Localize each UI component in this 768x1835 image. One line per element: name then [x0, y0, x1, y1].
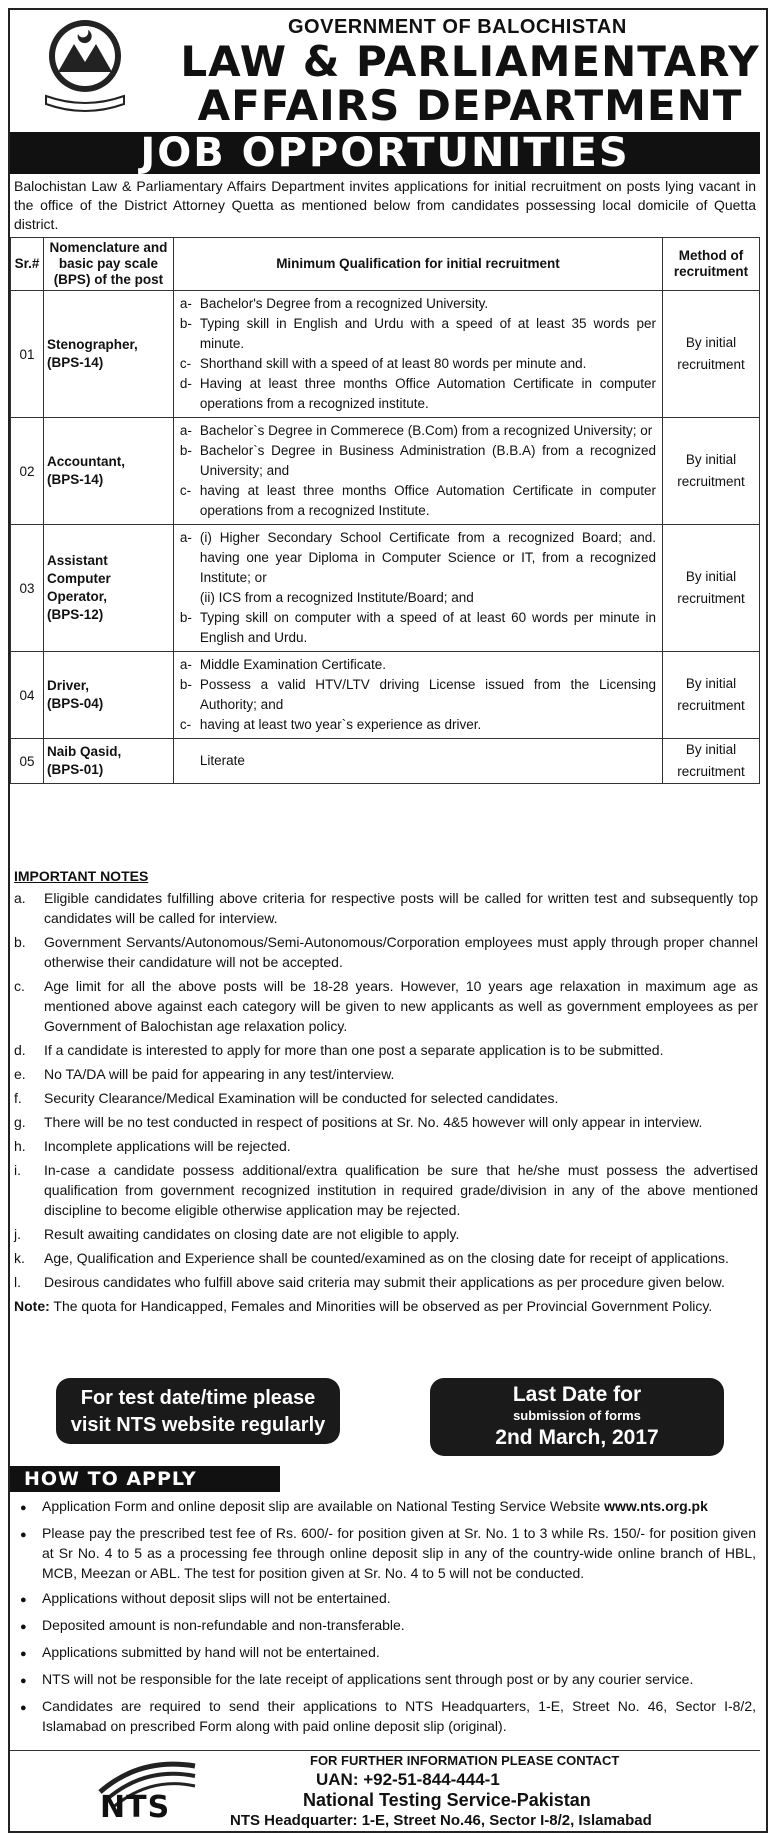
header — [10, 10, 760, 132]
important-notes — [14, 866, 758, 1316]
list-item — [14, 932, 758, 972]
jobs-table — [10, 237, 760, 784]
qualification-label: b- — [179, 677, 192, 692]
government-title: GOVERNMENT OF BALOCHISTAN — [288, 16, 627, 38]
nts-website-link[interactable]: www.nts.org.pk — [604, 1498, 708, 1514]
list-item — [14, 1160, 758, 1220]
list-item — [14, 1040, 758, 1060]
post-bps: (BPS-14) — [46, 355, 104, 370]
list-item — [14, 1248, 758, 1268]
nts-website-notice — [56, 1378, 340, 1444]
list-item — [14, 1136, 758, 1156]
quota-note-text: The quota for Handicapped, Females and Minorities will be observed as per Provincial Government Policy. — [53, 1298, 713, 1314]
list-item — [20, 1588, 756, 1610]
note-text: There will be no test conducted in respect of positions at Sr. No. 4&5 however will only appear in interview. — [44, 1114, 703, 1130]
qualification-text: Literate — [199, 753, 245, 768]
row-method: By initial recruitment — [663, 739, 760, 784]
intro-paragraph: Balochistan Law & Parliamentary Affairs Department invites applications for initial recruitment on posts lying vacant in the office of the District Attorney Quetta as mentioned below from candidates possessing local domicile of Quetta district. — [14, 178, 756, 232]
row-sr: 05 — [11, 739, 44, 784]
note-text: Security Clearance/Medical Examination will be conducted for selected candidates. — [44, 1090, 559, 1106]
qualification-item — [180, 421, 656, 441]
header-sr: Sr.# — [11, 238, 44, 291]
note-text: Age, Qualification and Experience shall be counted/examined as on the closing date for receipt of applications. — [44, 1250, 729, 1266]
qualification-text: Having at least three months Office Automation Certificate in computer operations from a recognized institute. — [199, 376, 657, 411]
apply-step-text: NTS will not be responsible for the late receipt of applications sent through post or by any courier service. — [42, 1671, 694, 1687]
qualification-label: d- — [179, 376, 192, 391]
bullet-icon — [20, 1615, 42, 1637]
how-to-apply-title: HOW TO APPLY — [10, 1466, 280, 1492]
qualification-text: having at least three months Office Automation Certificate in computer operations from a recognized Institute. — [199, 483, 657, 518]
post-name: Assistant Computer Operator, — [46, 553, 111, 604]
quota-note — [14, 1296, 758, 1316]
note-label: k. — [14, 1250, 25, 1266]
note-label: h. — [14, 1138, 26, 1154]
qualification-label: a- — [179, 423, 192, 438]
qualification-label: c- — [179, 717, 192, 732]
nts-notice-line1: For test date/time please — [80, 1387, 316, 1409]
row-post — [43, 652, 173, 739]
list-item — [14, 976, 758, 1036]
list-item — [20, 1669, 756, 1691]
post-name: Stenographer, — [46, 337, 138, 352]
note-label: g. — [14, 1114, 26, 1130]
table-header-row — [11, 238, 760, 291]
qualification-label: b- — [179, 316, 192, 331]
qualification-item — [180, 528, 656, 588]
nts-logo-text: NTS — [100, 1790, 171, 1825]
qualification-text: (ii) ICS from a recognized Institute/Board; and — [199, 590, 474, 605]
nts-organization-name: National Testing Service-Pakistan — [303, 1790, 591, 1810]
post-bps: (BPS-12) — [46, 607, 104, 622]
qualification-text: Shorthand skill with a speed of at least 80 words per minute and. — [199, 356, 587, 371]
qualification-text: Bachelor`s Degree in Commerece (B.Com) from a recognized University; or — [199, 423, 653, 438]
footer-divider — [10, 1750, 760, 1751]
qualification-label — [180, 588, 200, 608]
note-text: Government Servants/Autonomous/Semi-Autonomous/Corporation employees must apply through proper channel otherwise their candidature will not be accepted. — [44, 934, 758, 970]
note-text: Desirous candidates who fulfill above said criteria may submit their applications as per procedure given below. — [44, 1274, 725, 1290]
row-sr: 04 — [11, 652, 44, 739]
qualification-label: a- — [179, 657, 192, 672]
post-name: Naib Qasid, — [46, 744, 122, 759]
last-date-sublabel: submission of forms — [513, 1408, 641, 1423]
qualification-text: Bachelor`s Degree in Business Administration (B.B.A) from a recognized University; and — [199, 443, 657, 478]
list-item — [14, 1064, 758, 1084]
further-info-label: FOR FURTHER INFORMATION PLEASE CONTACT — [310, 1753, 620, 1768]
row-qualification — [173, 652, 662, 739]
header-qualification: Minimum Qualification for initial recruitment — [173, 238, 662, 291]
apply-step-text: Applications submitted by hand will not be entertained. — [42, 1644, 380, 1660]
list-item — [14, 1088, 758, 1108]
note-label: c. — [14, 978, 25, 994]
nts-notice-line2: visit NTS website regularly — [70, 1414, 326, 1436]
post-bps: (BPS-04) — [46, 696, 104, 711]
note-text: Result awaiting candidates on closing date are not eligible to apply. — [44, 1226, 460, 1242]
qualification-item — [180, 715, 656, 735]
qualification-item — [180, 294, 656, 314]
how-to-apply-list — [20, 1496, 756, 1741]
qualification-text: Typing skill on computer with a speed of at least 60 words per minute in English and Urdu. — [199, 610, 657, 645]
last-date-value: 2nd March, 2017 — [495, 1426, 659, 1449]
jobs-table-body — [11, 291, 760, 784]
qualification-item — [180, 354, 656, 374]
table-row — [11, 652, 760, 739]
qualification-item — [180, 608, 656, 648]
bullet-icon — [20, 1642, 42, 1664]
qualification-label: c- — [179, 356, 192, 371]
post-name: Accountant, — [46, 454, 125, 469]
bullet-icon — [20, 1588, 42, 1610]
qualification-text: (i) Higher Secondary School Certificate from a recognized Board; and. having one year Diploma in Computer Science or IT, from a recognized Institute; or — [199, 530, 657, 585]
list-item — [14, 1224, 758, 1244]
note-label: i. — [14, 1162, 21, 1178]
qualification-item — [180, 655, 656, 675]
qualification-item — [180, 481, 656, 521]
list-item — [20, 1496, 756, 1518]
note-label: j. — [14, 1226, 21, 1242]
row-sr: 02 — [11, 418, 44, 525]
note-label: b. — [14, 934, 26, 950]
apply-step-text: Candidates are required to send their applications to NTS Headquarters, 1-E, Street No. 46, Sector I-8/2, Islamabad on prescribed Form along with paid online deposit slip (original). — [42, 1698, 756, 1734]
bullet-icon — [20, 1496, 42, 1518]
qualification-label: b- — [179, 443, 192, 458]
row-qualification — [173, 418, 662, 525]
header-post: Nomenclature and basic pay scale (BPS) of the post — [43, 238, 173, 291]
row-method: By initial recruitment — [663, 418, 760, 525]
apply-step-text: Applications without deposit slips will not be entertained. — [42, 1590, 391, 1606]
note-text: In-case a candidate possess additional/extra qualification be sure that he/she must possess the advertised qualification from government recognized institution in required grade/division in any of the above mentioned discipline to become eligible otherwise application may be rejected. — [44, 1162, 758, 1218]
qualification-label: a- — [179, 296, 192, 311]
note-text: Age limit for all the above posts will be 18-28 years. However, 10 years age relaxation in maximum age as mentioned above against each category will be given to new applicants as well as government employees as per Government of Balochistan age relaxation policy. — [44, 978, 758, 1034]
list-item — [20, 1615, 756, 1637]
nts-address: NTS Headquarter: 1-E, Street No.46, Sector I-8/2, Islamabad — [230, 1812, 652, 1829]
qualification-label: b- — [179, 610, 192, 625]
note-text: No TA/DA will be paid for appearing in any test/interview. — [44, 1066, 395, 1082]
last-date-label: Last Date for — [512, 1383, 642, 1406]
qualification-label: c- — [179, 483, 192, 498]
row-qualification — [173, 525, 662, 652]
apply-step-text: Application Form and online deposit slip are available on National Testing Service Website — [42, 1498, 601, 1514]
qualification-text: having at least two year`s experience as driver. — [199, 717, 482, 732]
note-label: l. — [14, 1274, 21, 1290]
balochistan-emblem-icon — [38, 14, 133, 124]
important-notes-title: IMPORTANT NOTES — [14, 868, 149, 884]
qualification-item — [180, 588, 656, 608]
qualification-text: Middle Examination Certificate. — [199, 657, 386, 672]
row-qualification — [173, 291, 662, 418]
list-item — [20, 1696, 756, 1736]
department-title-line2: AFFAIRS DEPARTMENT — [197, 81, 743, 130]
department-title-line1: LAW & PARLIAMENTARY — [180, 37, 760, 86]
note-label: d. — [14, 1042, 26, 1058]
qualification-item — [180, 441, 656, 481]
list-item — [14, 888, 758, 928]
row-method: By initial recruitment — [663, 652, 760, 739]
list-item — [20, 1642, 756, 1664]
last-date-box — [430, 1378, 724, 1456]
list-item — [14, 1272, 758, 1292]
uan-number: UAN: +92-51-844-444-1 — [316, 1770, 500, 1789]
qualification-item — [180, 675, 656, 715]
row-post — [43, 291, 173, 418]
row-post — [43, 739, 173, 784]
note-text: If a candidate is interested to apply for more than one post a separate application is to be submitted. — [44, 1042, 664, 1058]
bullet-icon — [20, 1669, 42, 1691]
bullet-icon — [20, 1696, 42, 1736]
row-method: By initial recruitment — [663, 291, 760, 418]
row-sr: 01 — [11, 291, 44, 418]
post-bps: (BPS-01) — [46, 762, 104, 777]
qualification-item — [180, 751, 656, 771]
qualification-text: Possess a valid HTV/LTV driving License issued from the Licensing Authority; and — [199, 677, 657, 712]
row-method: By initial recruitment — [663, 525, 760, 652]
qualification-item — [180, 374, 656, 414]
apply-step-text: Deposited amount is non-refundable and non-transferable. — [42, 1617, 405, 1633]
row-post — [43, 525, 173, 652]
qualification-text: Typing skill in English and Urdu with a speed of at least 35 words per minute. — [199, 316, 657, 351]
qualification-text: Bachelor's Degree from a recognized University. — [199, 296, 489, 311]
list-item — [14, 1112, 758, 1132]
table-row — [11, 525, 760, 652]
qualification-label — [180, 751, 200, 771]
quota-note-label: Note: — [14, 1298, 50, 1314]
header-method: Method of recruitment — [663, 238, 760, 291]
notes-list — [14, 888, 758, 1292]
post-name: Driver, — [46, 678, 90, 693]
job-opportunities-banner: JOB OPPORTUNITIES — [10, 132, 760, 174]
table-row — [11, 418, 760, 525]
table-row — [11, 291, 760, 418]
list-item — [20, 1523, 756, 1583]
note-text: Eligible candidates fulfilling above criteria for respective posts will be called for written test and subsequently top candidates will be called for interview. — [44, 890, 758, 926]
department-title — [180, 37, 760, 130]
post-bps: (BPS-14) — [46, 472, 104, 487]
apply-step-text: Please pay the prescribed test fee of Rs. 600/- for position given at Sr. No. 1 to 3 while Rs. 150/- for position given at Sr No. 4 to 5 as a processing fee through online deposit slip in any of the country-wide online branch of HBL, MCB, Meezan or ABL. The test for position given at Sr. No. 4 to 5 will not be conducted. — [42, 1525, 756, 1581]
note-text: Incomplete applications will be rejected. — [44, 1138, 291, 1154]
qualification-label: a- — [179, 530, 192, 545]
table-row — [11, 739, 760, 784]
row-qualification — [173, 739, 662, 784]
row-sr: 03 — [11, 525, 44, 652]
note-label: e. — [14, 1066, 26, 1082]
row-post — [43, 418, 173, 525]
qualification-item — [180, 314, 656, 354]
note-label: f. — [14, 1090, 22, 1106]
bullet-icon — [20, 1523, 42, 1583]
note-label: a. — [14, 890, 26, 906]
